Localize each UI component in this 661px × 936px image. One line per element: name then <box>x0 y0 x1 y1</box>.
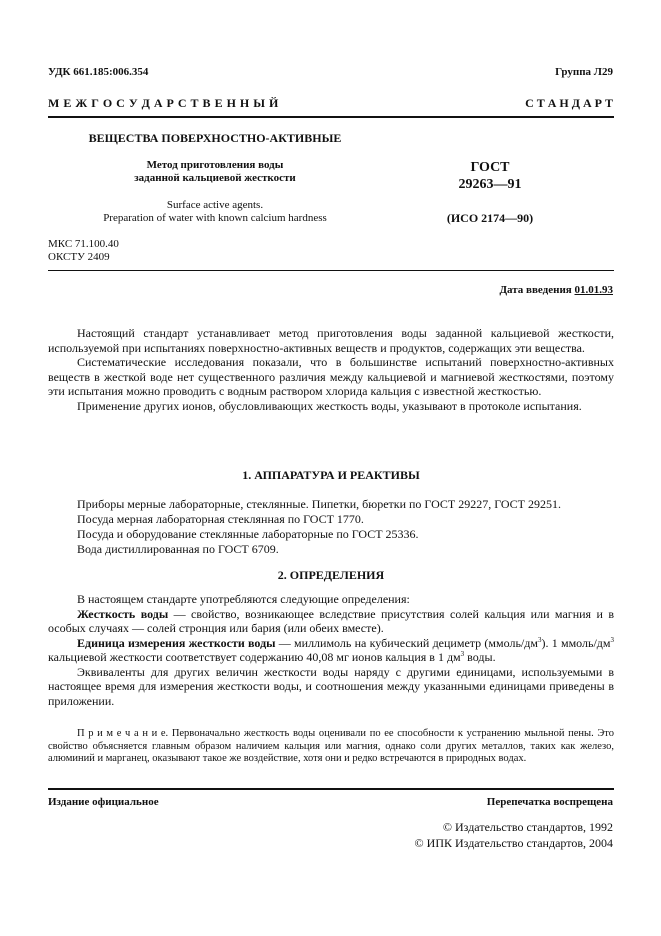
title-sub2: заданной кальциевой жесткости <box>134 172 296 184</box>
section1-item: Посуда и оборудование стеклянные лабораторные по ГОСТ 25336. <box>77 527 419 541</box>
superscript: 3 <box>460 650 465 658</box>
equivalents-paragraph: Эквиваленты для других величин жесткости воды наряду с другими единицами, используемыми в настоящее время для измерения жесткости воды, и соотношения между указанными единицами приведены в приложении. <box>48 664 614 708</box>
superscript: 3 <box>610 635 614 644</box>
section1-item: Посуда мерная лабораторная стеклянная по ГОСТ 1770. <box>77 512 364 526</box>
title-rule <box>48 270 614 271</box>
intro-date-value: 01.01.93 <box>574 284 613 296</box>
section2-heading: 2. ОПРЕДЕЛЕНИЯ <box>277 568 385 582</box>
title-en2: Preparation of water with known calcium hardness <box>103 212 327 224</box>
udk-code: УДК 661.185:006.354 <box>48 66 149 78</box>
intro-block <box>48 326 614 413</box>
okstu-code: ОКСТУ 2409 <box>48 251 110 263</box>
banner-left: М Е Ж Г О С У Д А Р С Т В Е Н Н Ы Й <box>48 96 279 110</box>
section1-item: Вода дистиллированная по ГОСТ 6709. <box>77 542 279 556</box>
superscript: 3 <box>537 635 542 644</box>
definition-unit <box>48 636 614 665</box>
intro-date-label: Дата введения <box>499 284 572 296</box>
note-label: П р и м е ч а н и е. <box>77 728 169 739</box>
section1-item: Приборы мерные лабораторные, стеклянные. Пипетки, бюретки по ГОСТ 29227, ГОСТ 29251. <box>77 497 562 511</box>
iso-number: (ИСО 2174—90) <box>446 211 534 225</box>
definition-unit-text: ). 1 ммоль/дм <box>541 635 611 650</box>
section1-list <box>48 497 614 557</box>
reprint-prohibited: Перепечатка воспрещена <box>486 796 613 808</box>
intro-paragraph-3: Применение других ионов, обусловливающих жесткость воды, указывают в протоколе испытания. <box>77 398 582 413</box>
group-code: Группа Л29 <box>555 66 613 78</box>
note-text: Первоначально жесткость воды оценивали по ее способности к устранению мыльной пены. Это свойство объясняется главным образом наличием кальция или магния, однако соли других металлов, таких как железо, алюминий и марганец, оказывают такое же воздействие, хотя они и редко встречаются в природных водах. <box>48 728 614 764</box>
title-main: ВЕЩЕСТВА ПОВЕРХНОСТНО-АКТИВНЫЕ <box>88 131 342 145</box>
definition-hardness <box>48 607 614 636</box>
section2-body <box>48 592 614 708</box>
definition-unit-text: воды. <box>464 650 496 664</box>
intro-paragraph-2: Систематические исследования показали, что в большинстве испытаний поверхностно-активных веществ в жесткой воде нет существенного различия между кальциевой и магниевой жесткостями, поэтому эти испытания можно проводить с водным раствором хлорида кальция с известной жесткостью. <box>48 355 614 398</box>
gost-label: ГОСТ <box>470 160 510 175</box>
mks-code: МКС 71.100.40 <box>48 238 119 250</box>
banner-rule <box>48 116 614 118</box>
section1-heading: 1. АППАРАТУРА И РЕАКТИВЫ <box>242 468 420 482</box>
note-paragraph <box>48 728 614 766</box>
intro-date <box>499 284 613 296</box>
official-edition: Издание официальное <box>48 796 159 808</box>
title-en1: Surface active agents. <box>166 199 264 211</box>
section2-lead: В настоящем стандарте употребляются следующие определения: <box>77 592 410 606</box>
definition-unit-term: Единица измерения жесткости воды <box>77 635 276 650</box>
copyright-1992: © Издательство стандартов, 1992 <box>442 820 613 834</box>
banner-right: С Т А Н Д А Р Т <box>525 96 613 110</box>
intro-paragraph-1: Настоящий стандарт устанавливает метод приготовления воды заданной кальциевой жесткости, используемой при испытаниях поверхностно-активных веществ и продуктов, содержащих эти вещества. <box>48 326 614 355</box>
definition-unit-text: — миллимоль на кубический дециметр (ммоль/дм <box>275 635 538 650</box>
note-block <box>48 728 614 766</box>
definition-hardness-text: — свойство, возникающее вследствие присутствия солей кальция или магния и в особых случаях — солей стронция или бария (или обеих вместе). <box>48 606 615 635</box>
copyright-2004: © ИПК Издательство стандартов, 2004 <box>414 836 613 850</box>
title-sub1: Метод приготовления воды <box>146 159 284 171</box>
definition-unit-text: кальциевой жесткости соответствует содержанию 40,08 мг ионов кальция в 1 дм <box>48 650 461 664</box>
footer-rule <box>48 788 614 790</box>
gost-number: 29263—91 <box>458 177 522 192</box>
definition-hardness-term: Жесткость воды <box>77 606 169 621</box>
